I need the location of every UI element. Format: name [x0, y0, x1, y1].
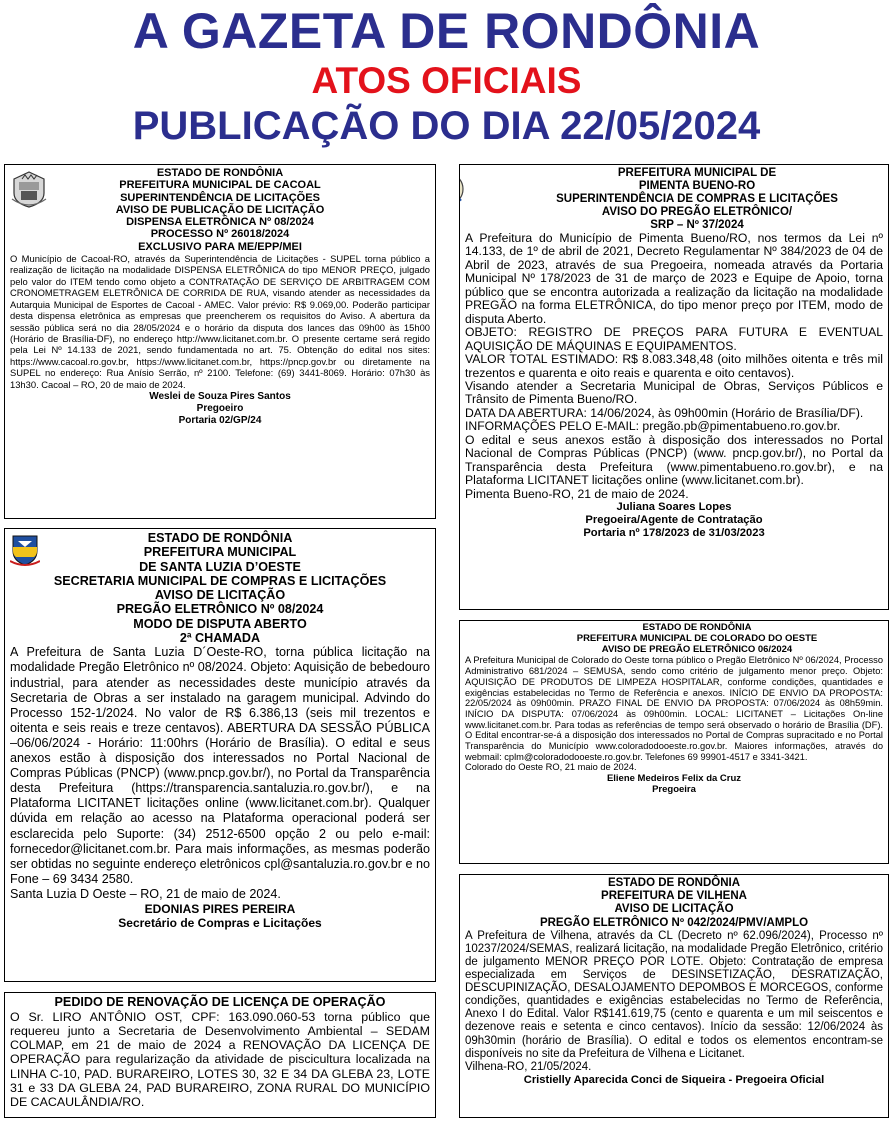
notice-license-renewal	[4, 992, 436, 1118]
municipal-crest-icon	[459, 169, 467, 217]
header-line: PIMENTA BUENO-RO	[638, 180, 756, 192]
publication-date: PUBLICAÇÃO DO DIA 22/05/2024	[132, 104, 761, 148]
place-date: Colorado do Oeste RO, 21 maio de 2024.	[465, 762, 637, 773]
signature-block	[465, 1074, 883, 1087]
header-line: AVISO DE LICITAÇÃO	[154, 588, 286, 603]
signer-name: Juliana Soares Lopes	[616, 501, 732, 514]
signature-block	[465, 773, 883, 795]
paragraph: VALOR TOTAL ESTIMADO: R$ 8.083.348,48 (oito milhões oitenta e três mil trezentos e quarenta e oito reais e quarenta e oito centavos).	[465, 352, 883, 380]
place-date: Pimenta Bueno-RO, 21 de maio de 2024.	[465, 486, 689, 501]
header-line: SRP – Nº 37/2024	[650, 219, 744, 231]
place-date: Vilhena-RO, 21/05/2024.	[465, 1060, 592, 1073]
header-line: PREGÃO ELETRÔNICO Nº 08/2024	[116, 602, 324, 617]
newspaper-title: A GAZETA DE RONDÔNIA	[132, 3, 761, 59]
header-line: ESTADO DE RONDÔNIA	[642, 622, 752, 633]
header-line: EXCLUSIVO PARA ME/EPP/MEI	[138, 240, 302, 253]
notice-body: A Prefeitura de Santa Luzia D´Oeste-RO, torna pública licitação na modalidade Pregão Eletrônico nº 08/2024. Objeto: Aquisição de bebedouro industrial, para atender as necessidades deste município através da Secretaria de Obras a ser instalado na garagem municipal. Advindo do Processo 152-1/2024. No valor de R$ 6.386,13 (seis mil trezentos e oitenta e seis reais e treze centavos). ABERTURA DA SESSÃO PÚBLICA –06/06/2024 - Horário: 11:00hrs (Horário de Brasília). O edital e seus anexos estão à disposição dos interessados no Portal Nacional de Compras Públicas (PNCP) (www.pncp.gov.br/), no Portal da Transparência desta Prefeitura (https://transparencia.santaluzia.ro.gov.br/), e na Plataforma LICITANET licitações online (www.licitanet.com.br). Qualquer dúvida em relação ao acesso na Plataforma operacional poderá ser esclarecida pelo Suporte: (34) 2512-6500 opção 2 ou pelo e-mail: fornecedor@licitanet.com.br. Para mais informações, as mesmas poderão ser obtidas no seguinte endereço eletrônicos cpl@santaluzia.ro.gov.br e no Fone – 69 3434 2580.	[10, 645, 431, 886]
signature-block	[10, 391, 430, 427]
signer-name: EDONIAS PIRES PEREIRA	[144, 901, 296, 916]
notice-colorado-do-oeste	[459, 620, 889, 864]
header-line: AVISO DO PREGÃO ELETRÔNICO/	[601, 206, 793, 218]
notice-header	[10, 531, 430, 645]
header-line: ESTADO DE RONDÔNIA	[607, 877, 741, 889]
signature-block	[465, 501, 883, 539]
header-line: SUPERINTENDÊNCIA DE LICITAÇÕES	[120, 191, 320, 204]
header-line: PROCESSO Nº 26018/2024	[150, 228, 290, 241]
signer-role: Pregoeiro	[196, 402, 244, 414]
notice-header	[10, 995, 430, 1010]
municipal-shield-icon	[10, 533, 40, 570]
signer-name: Cristielly Aparecida Conci de Siqueira - Pregoeira Oficial	[523, 1073, 825, 1086]
paragraph: OBJETO: REGISTRO DE PREÇOS PARA FUTURA E EVENTUAL AQUISIÇÃO DE MÁQUINAS E EQUIPAMENTOS.	[465, 325, 883, 353]
signer-ordinance: Portaria 02/GP/24	[178, 414, 262, 426]
header-line: PREFEITURA MUNICIPAL DE CACOAL	[119, 179, 321, 192]
paragraph: Visando atender a Secretaria Municipal de Obras, Serviços Públicos e Trânsito de Pimenta Bueno/RO.	[465, 378, 883, 407]
notice-body: O Sr. LIRO ANTÔNIO OST, CPF: 163.090.060-53 torna público que requereu junto a Secretaria de Desenvolvimento Ambiental – SEDAM COLMAP, em 21 de maio de 2024 a RENOVAÇÃO DA LICENÇA DE OPERAÇÃO para regularização da atividade de piscicultura localizada na LINHA C-10, PAD. BURAREIRO, LOTES 30, 32 E 34 DA GLEBA 23, LOTE 31 e 33 DA GLEBA 24, PAD BURAREIRO, ZONA RURAL DO MUNICÍPIO DE CACAULÂNDIA/RO.	[10, 1009, 430, 1110]
paragraph: DATA DA ABERTURA: 14/06/2024, às 09h00min (Horário de Brasília/DF).	[465, 405, 864, 420]
header-line: DISPENSA ELETRÔNICA Nº 08/2024	[126, 216, 314, 229]
header-line: SECRETARIA MUNICIPAL DE COMPRAS E LICITAÇÕES	[53, 573, 387, 588]
notice-header	[465, 623, 883, 655]
notice-header	[10, 167, 430, 253]
header-line: PREFEITURA MUNICIPAL DE COLORADO DO OESTE	[576, 632, 818, 644]
notice-header	[465, 167, 883, 232]
signature-block	[10, 902, 430, 930]
header-line: AVISO DE LICITAÇÃO	[614, 903, 734, 916]
notice-vilhena	[459, 874, 889, 1118]
header-line: MODO DE DISPUTA ABERTO	[133, 616, 307, 631]
notice-body: O Município de Cacoal-RO, através da Superintendência de Licitações - SUPEL torna público a realização de licitação na modalidade DISPENSA ELETRÔNICA do tipo MENOR PREÇO, julgado pelo valor do ITEM tendo como objeto a CONTRATAÇÃO DE SERVIÇO DE ARBITRAGEM COM CRONOMETRAGEM ELETRÔNICA DE CORRIDA DE RUA, visando atender as necessidades da Autarquia Municipal de Esportes de Cacoal - AMEC. Valor prévio: R$ 9.069,00. Poderão participar desta dispensa eletrônica as empresas que preencherem os requisitos do Aviso. A abertura da sessão pública será no dia 28/05/2024 e o horário da disputa dos lances das 09h00 às 15h00 (Horário de Brasília-DF), no endereço http://www.licitanet.com.br. O presente certame será regido pela Lei Nº 14.133 de 2021, sendo fundamentada no art. 75. Obtenção do edital nos sites: https://www.cacoal.ro.gov.br, https://www.licitanet.com.br, https://pncp.gov.br ou diretamente na SUPEL no endereço: Rua Anísio Serrão, nº 2100. Telefone: (69) 3441-8069. Horário: 07h30 às 13h30. Cacoal – RO, 20 de maio de 2024.	[10, 253, 430, 390]
signer-ordinance: Portaria nº 178/2023 de 31/03/2023	[583, 526, 765, 539]
header-line: AVISO DE PUBLICAÇÃO DE LICITAÇÃO	[115, 203, 325, 216]
masthead	[0, 3, 893, 148]
notice-santa-luzia	[4, 528, 436, 982]
header-line: SUPERINTENDÊNCIA DE COMPRAS E LICITAÇÕES	[556, 193, 838, 205]
section-title: ATOS OFICIAIS	[311, 60, 582, 101]
header-line: AVISO DE PREGÃO ELETRÔNICO 06/2024	[601, 643, 793, 655]
signer-name: Weslei de Souza Pires Santos	[149, 390, 291, 402]
header-line: 2ª CHAMADA	[179, 631, 261, 646]
signer-role: Pregoeira/Agente de Contratação	[585, 513, 763, 526]
header-line: PREFEITURA MUNICIPAL	[143, 545, 297, 560]
header-line: ESTADO DE RONDÔNIA	[147, 531, 293, 545]
place-date: Santa Luzia D Oeste – RO, 21 de maio de 2024.	[10, 886, 281, 901]
signer-name: Eliene Medeiros Felix da Cruz	[606, 773, 742, 785]
signer-role: Secretário de Compras e Licitações	[118, 915, 322, 930]
header-line: PREFEITURA DE VILHENA	[601, 890, 747, 903]
header-line: PREGÃO ELETRÔNICO Nº 042/2024/PMV/AMPLO	[539, 916, 809, 929]
header-line: DE SANTA LUZIA D’OESTE	[139, 559, 301, 574]
signer-role: Pregoeira	[652, 784, 696, 796]
paragraph: O edital e seus anexos estão à disposição dos interessados no Portal Nacional de Compras Públicas (PNCP) (www. pncp.gov.br/), no Portal da Transparência desta Prefeitura (www.pimentabueno.ro.gov.br), e na Plataforma LICITANET licitações online (www.licitanet.com.br).	[465, 432, 883, 488]
notice-pimenta-bueno	[459, 164, 889, 610]
paragraph: A Prefeitura do Município de Pimenta Bueno/RO, nos termos da Lei nº 14.133, de 1º de abril de 2021, Decreto Regulamentar Nº 384/2023 de 04 de Abril de 2023, através de sua Pregoeira, nomeada através da Portaria Municipal Nº 178/2023 de 31 de março de 2023 e Equipe de Apoio, torna público que se encontra autorizada a realização da licitação na modalidade PREGÃO na forma ELETRÔNICA, do tipo menor preço por ITEM, modo de disputa Aberto.	[465, 231, 883, 326]
header-line: PREFEITURA MUNICIPAL DE	[617, 167, 777, 179]
notice-cacoal	[4, 164, 436, 519]
header-line: PEDIDO DE RENOVAÇÃO DE LICENÇA DE OPERAÇÃO	[54, 995, 386, 1009]
notice-body	[465, 232, 883, 501]
notice-header	[465, 877, 883, 930]
notice-body: A Prefeitura de Vilhena, através da CL (Decreto nº 62.096/2024), Processo nº 10237/2024/SEMAS, realizará licitação, na modalidade Pregão Eletrônico, critério de julgamento MENOR PREÇO POR LOTE. Objeto: Contratação de empresa especializada em Serviços de DESINSETIZAÇÃO, DESRATIZAÇÃO, DESCUPINIZAÇÃO, DESALOJAMENTO DEPOMBOS E MORCEGOS, conforme condições, quantidades e exigências estabelecidas no Termo de Referência, Anexo I do Edital. Valor R$141.619,75 (cento e quarenta e um mil seiscentos e dezenove reais e setenta e cinco centavos). Início da sessão: 12/06/2024 às 09h30min (horário de Brasília). O edital e todos os elementos encontram-se disponíveis no site da Prefeitura de Vilhena e Licitanet.	[465, 929, 883, 1060]
notice-body: A Prefeitura Municipal de Colorado do Oeste torna público o Pregão Eletrônico Nº 06/2024, Processo Administrativo 681/2024 – SEMUSA, sendo como critério de julgamento menor preço. Objeto: AQUISIÇÃO DE PRODUTOS DE LIMPEZA HOSPITALAR, conforme condições, quantidades e exigências estabelecidas no Termo de Referência e anexos. INÍCIO DE ENVIO DA PROPOSTA: 22/05/2024 às 09h00min. PRAZO FINAL DE ENVIO DA PROPOSTA: 07/06/2024 às 08h59min. INÍCIO DA DISPUTA: 07/06/2024 às 09h00min. LOCAL: LICITANET – Licitações On-line www.licitanet.com.br. Para todas as referências de tempo será observado o horário de Brasília (DF). O Edital encontrar-se-á a disposição dos interessados no Portal de Compras supracitado e no Portal Transparência do Município www.coloradodooeste.ro.gov.br. Maiores informações, através do webmail: cplm@coloradodooeste.ro.gov.br. Telefones 69 99901-4517 e 3341-3421.	[465, 655, 883, 762]
header-line: ESTADO DE RONDÔNIA	[156, 167, 284, 179]
municipal-crest-icon	[10, 169, 48, 212]
paragraph: INFORMAÇÕES PELO E-MAIL: pregão.pb@pimentabueno.ro.gov.br.	[465, 419, 841, 434]
